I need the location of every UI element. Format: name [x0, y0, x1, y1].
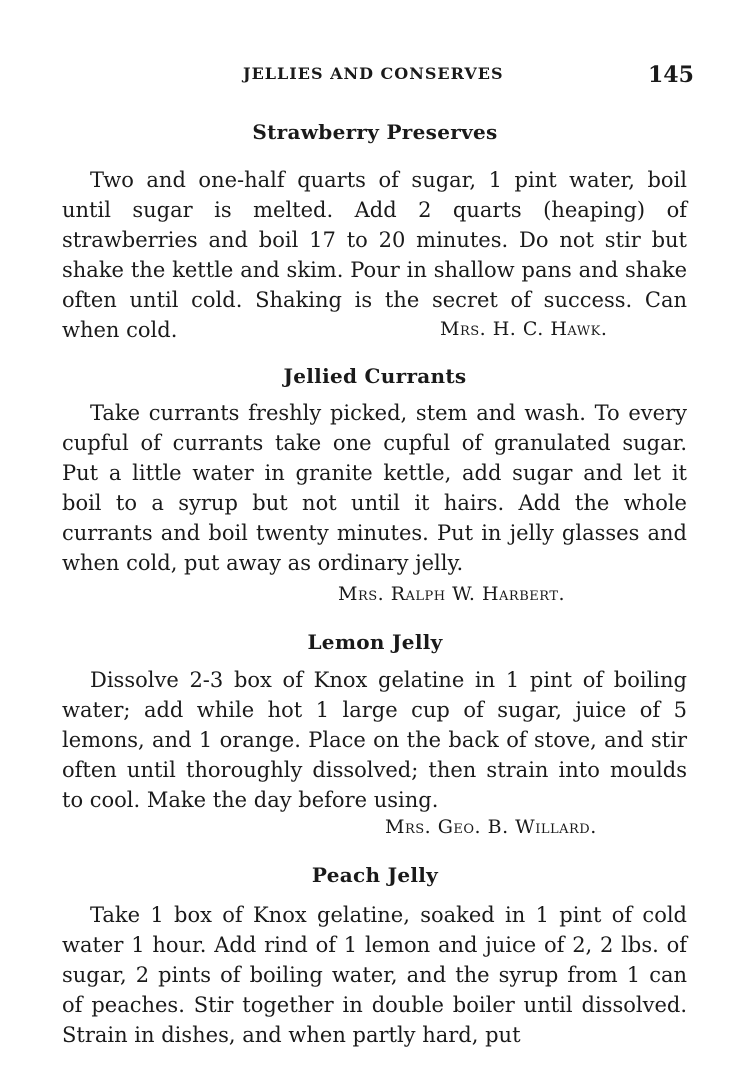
recipe-body-jellied-currants: Take currants freshly picked, stem and wash. To every cupful of currants take one cupful of granulated sugar. Put a little water in granite kettle, add sugar and let it boil to a syrup but not until it hairs. Add the whole currants and boil twenty minutes. Put in jelly glasses and when cold, put away as ordinary jelly. [62, 401, 687, 575]
recipe-body-strawberry-preserves: Two and one-half quarts of sugar, 1 pint water, boil until sugar is melted. Add 2 quarts (heaping) of strawberries and boil 17 to 20 minutes. Do not stir but shake the kettle and skim. Pour in shallow pans and shake often until cold. Shaking is the secret of success. Can when cold. [62, 168, 687, 342]
signature-strawberry-preserves: Mrs. H. C. Hawk. [440, 318, 608, 340]
running-head [0, 62, 750, 92]
recipe-title-strawberry-preserves: Strawberry Preserves [252, 120, 498, 144]
recipe-body-lemon-jelly: Dissolve 2-3 box of Knox gelatine in 1 pint of boiling water; add while hot 1 large cup of sugar, juice of 5 lemons, and 1 orange. Place on the back of stove, and stir often until thoroughly dissolved; then strain into moulds to cool. Make the day before using. [62, 668, 687, 812]
recipe-title-peach-jelly: Peach Jelly [311, 863, 439, 887]
recipe-body-peach-jelly: Take 1 box of Knox gelatine, soaked in 1 pint of cold water 1 hour. Add rind of 1 lemon and juice of 2, 2 lbs. of sugar, 2 pints of boiling water, and the syrup from 1 can of peaches. Stir together in double boiler until dissolved. Strain in dishes, and when partly hard, put [62, 903, 687, 1047]
recipe-title-lemon-jelly: Lemon Jelly [307, 630, 443, 654]
signature-jellied-currants: Mrs. Ralph W. Harbert. [338, 583, 566, 605]
running-title: JELLIES AND CONSERVES [243, 64, 504, 83]
recipe-title-jellied-currants: Jellied Currants [283, 364, 467, 388]
page-number: 145 [648, 62, 694, 88]
signature-lemon-jelly: Mrs. Geo. B. Willard. [385, 816, 597, 838]
